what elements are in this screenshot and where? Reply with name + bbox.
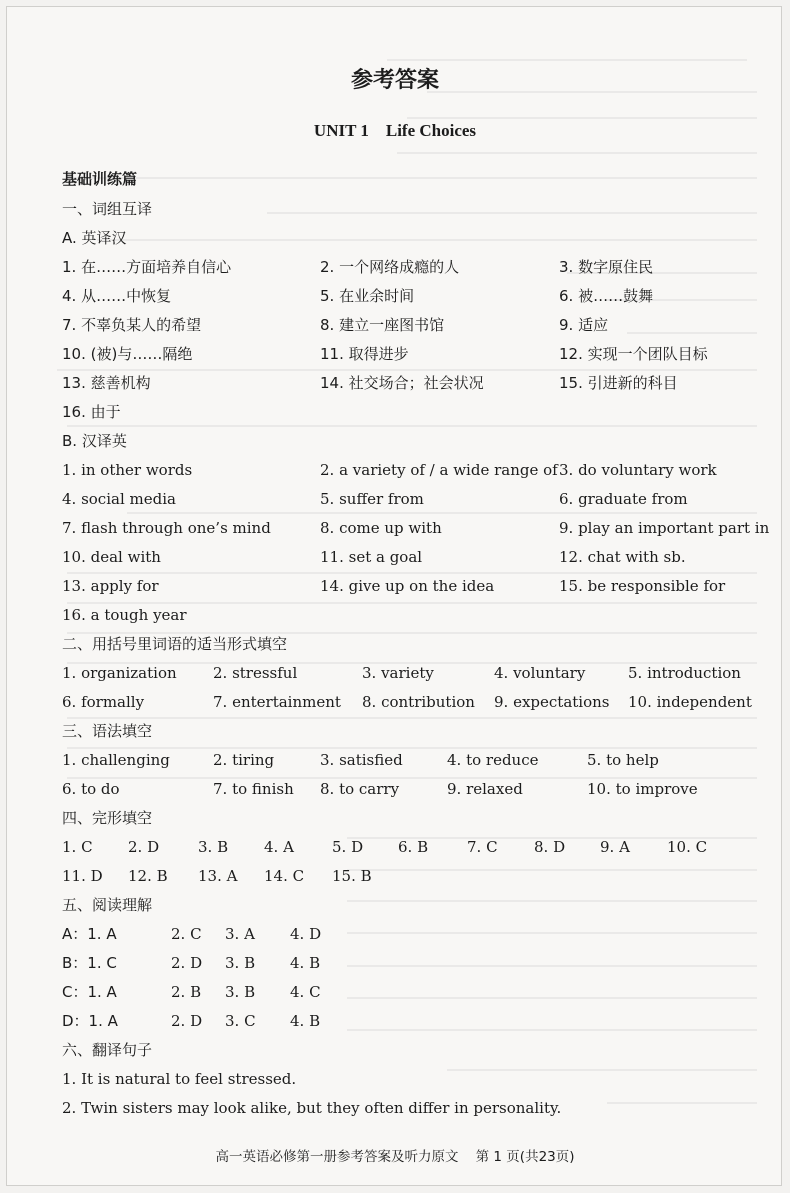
list-item: 1. 在……方面培养自信心 (62, 258, 232, 276)
list-item: 2. Twin sisters may look alike, but they often differ in personality. (62, 1099, 562, 1117)
list-item: 4. C (290, 983, 321, 1001)
list-item: 1. challenging (62, 751, 170, 769)
list-item: 4. voluntary (494, 664, 586, 682)
list-item: 8. contribution (362, 693, 475, 711)
list-item: 5. introduction (628, 664, 741, 682)
list-item: 16. a tough year (62, 606, 187, 624)
list-item: 7. 不辜负某人的希望 (62, 316, 202, 334)
part1-sub-a: A. 英译汉 (62, 229, 127, 247)
list-item: 8. to carry (320, 780, 400, 798)
list-item: 5. D (332, 838, 364, 856)
list-item: 3. A (225, 925, 255, 943)
list-item: 2. D (128, 838, 160, 856)
list-item: A：1. A (62, 925, 117, 943)
page-title: 参考答案 (350, 68, 439, 93)
list-item: 14. give up on the idea (320, 577, 495, 595)
list-item: 9. relaxed (447, 780, 523, 798)
part2-heading: 二、用括号里词语的适当形式填空 (62, 635, 288, 653)
list-item: 9. play an important part in (559, 519, 770, 537)
list-item: 9. expectations (494, 693, 610, 711)
list-item: 12. chat with sb. (559, 548, 686, 566)
list-item: 8. D (534, 838, 566, 856)
list-item: 8. 建立一座图书馆 (320, 316, 445, 334)
list-item: 2. D (171, 954, 203, 972)
list-item: 10. C (667, 838, 708, 856)
list-item: 7. to finish (213, 780, 294, 798)
list-item: 3. variety (362, 664, 434, 682)
list-item: 2. a variety of / a wide range of (320, 461, 558, 479)
list-item: 13. 慈善机构 (62, 374, 151, 392)
list-item: 6. B (398, 838, 429, 856)
answer-key-page (6, 6, 782, 1186)
list-item: 11. 取得进步 (320, 345, 409, 363)
list-item: 3. do voluntary work (559, 461, 717, 479)
list-item: 3. B (225, 983, 256, 1001)
section-heading: 基础训练篇 (62, 170, 138, 188)
list-item: 4. social media (62, 490, 176, 508)
list-item: 4. 从……中恢复 (62, 287, 172, 305)
list-item: 2. stressful (213, 664, 298, 682)
list-item: 3. B (198, 838, 229, 856)
list-item: 10. independent (628, 693, 752, 711)
part5-heading: 五、阅读理解 (62, 896, 153, 914)
list-item: 5. suffer from (320, 490, 424, 508)
page-footer: 高一英语必修第一册参考答案及听力原文 第 1 页(共23页) (215, 1149, 575, 1165)
list-item: 4. to reduce (447, 751, 539, 769)
list-item: 4. D (290, 925, 322, 943)
list-item: 15. be responsible for (559, 577, 726, 595)
list-item: 6. graduate from (559, 490, 688, 508)
list-item: 12. B (128, 867, 168, 885)
part1-sub-b: B. 汉译英 (62, 432, 127, 450)
list-item: 7. flash through one’s mind (62, 519, 271, 537)
list-item: 6. to do (62, 780, 120, 798)
list-item: 10. (被)与……隔绝 (62, 345, 193, 363)
list-item: 4. B (290, 1012, 321, 1030)
part6-heading: 六、翻译句子 (62, 1041, 153, 1059)
unit-heading: UNIT 1 Life Choices (313, 121, 477, 140)
list-item: 2. tiring (213, 751, 275, 769)
list-item: 4. B (290, 954, 321, 972)
list-item: 2. B (171, 983, 202, 1001)
list-item: 6. 被……鼓舞 (559, 287, 654, 305)
list-item: 5. 在业余时间 (320, 287, 415, 305)
list-item: 1. organization (62, 664, 177, 682)
list-item: 13. apply for (62, 577, 159, 595)
list-item: 8. come up with (320, 519, 442, 537)
list-item: 3. C (225, 1012, 256, 1030)
list-item: 15. 引进新的科目 (559, 374, 678, 392)
list-item: 14. 社交场合；社会状况 (320, 374, 484, 392)
list-item: 15. B (332, 867, 372, 885)
list-item: 6. formally (62, 693, 145, 711)
list-item: 3. B (225, 954, 256, 972)
list-item: 9. A (600, 838, 630, 856)
list-item: 1. C (62, 838, 93, 856)
list-item: D：1. A (62, 1012, 118, 1030)
list-item: C：1. A (62, 983, 117, 1001)
part4-heading: 四、完形填空 (62, 809, 153, 827)
list-item: 13. A (198, 867, 238, 885)
list-item: 11. set a goal (320, 548, 423, 566)
list-item: 5. to help (587, 751, 659, 769)
list-item: 3. satisfied (320, 751, 403, 769)
list-item: 10. deal with (62, 548, 161, 566)
list-item: 7. C (467, 838, 498, 856)
list-item: 9. 适应 (559, 316, 609, 334)
list-item: 14. C (264, 867, 305, 885)
list-item: 7. entertainment (213, 693, 341, 711)
list-item: 1. in other words (62, 461, 193, 479)
list-item: 2. C (171, 925, 202, 943)
list-item: 16. 由于 (62, 403, 121, 421)
part1-heading: 一、词组互译 (62, 200, 153, 218)
list-item: 11. D (62, 867, 103, 885)
part3-heading: 三、语法填空 (62, 722, 153, 740)
list-item: 10. to improve (587, 780, 698, 798)
list-item: 4. A (264, 838, 294, 856)
list-item: 2. 一个网络成瘾的人 (320, 258, 460, 276)
list-item: 3. 数字原住民 (559, 258, 654, 276)
list-item: 1. It is natural to feel stressed. (62, 1070, 297, 1088)
list-item: B：1. C (62, 954, 117, 972)
list-item: 2. D (171, 1012, 203, 1030)
list-item: 12. 实现一个团队目标 (559, 345, 708, 363)
